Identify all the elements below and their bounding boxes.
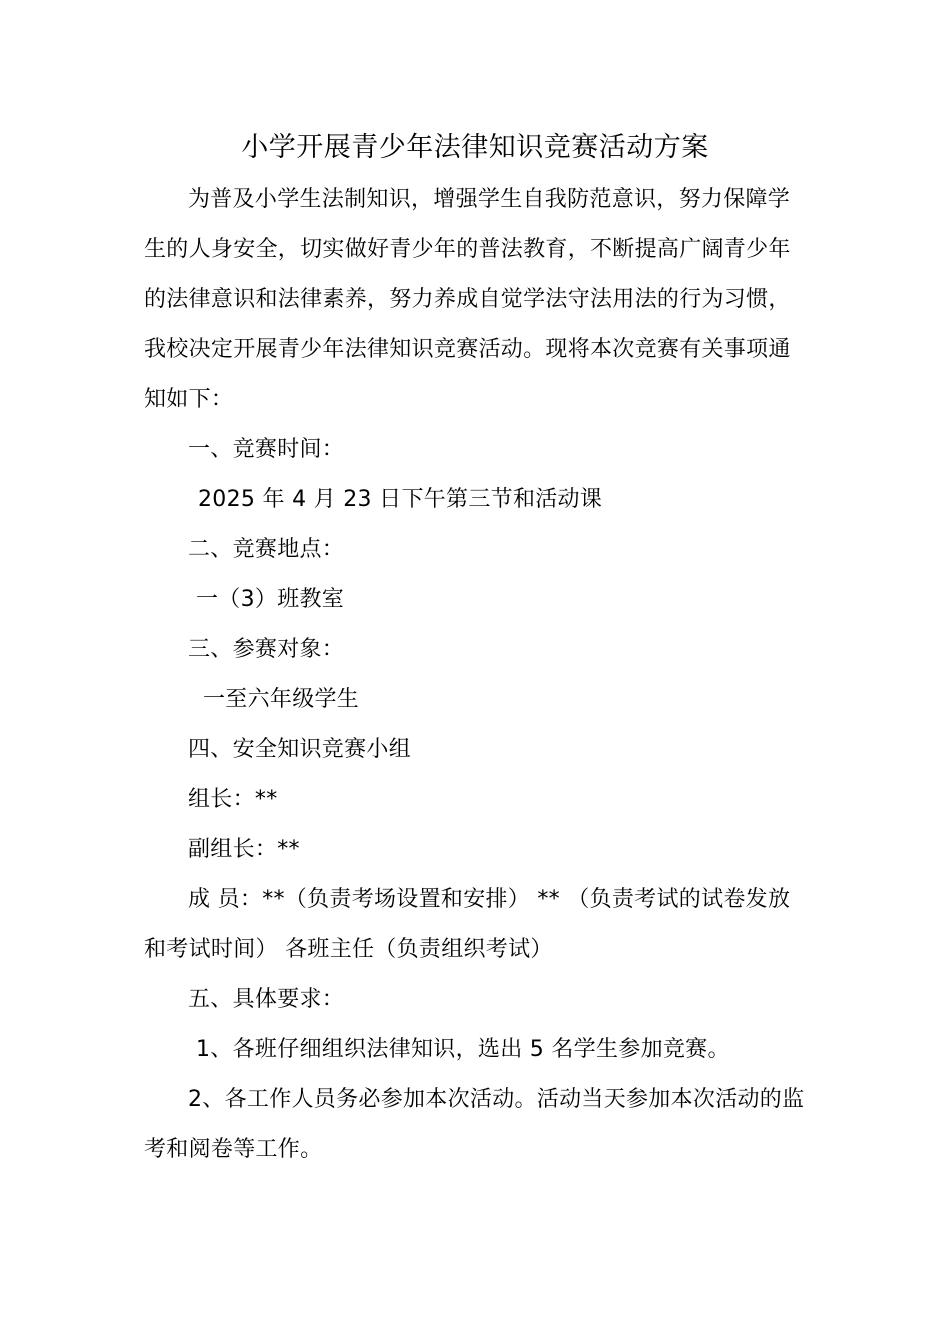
section-1-content: 2025 年 4 月 23 日下午第三节和活动课	[198, 487, 603, 512]
section-3-content: 一至六年级学生	[203, 687, 360, 712]
requirement-1: 1、各班仔细组织法律知识，选出 5 名学生参加竞赛。	[196, 1037, 730, 1062]
document-title: 小学开展青少年法律知识竞赛活动方案	[241, 132, 709, 163]
members-line-1: 成 员：**（负责考场设置和安排） ** （负责考试的试卷发放	[188, 887, 791, 912]
section-1-heading: 一、竞赛时间：	[188, 437, 345, 462]
section-4-heading: 四、安全知识竞赛小组	[188, 737, 412, 762]
intro-line-3: 的法律意识和法律素养，努力养成自觉学法守法用法的行为习惯，	[144, 287, 791, 312]
intro-line-4: 我校决定开展青少年法律知识竞赛活动。现将本次竞赛有关事项通	[144, 337, 791, 362]
deputy-leader-line: 副组长：**	[188, 837, 300, 862]
section-2-heading: 二、竞赛地点：	[188, 537, 345, 562]
intro-line-1: 为普及小学生法制知识，增强学生自我防范意识，努力保障学	[188, 187, 791, 212]
intro-line-2: 生的人身安全，切实做好青少年的普法教育，不断提高广阔青少年	[144, 237, 791, 262]
section-5-heading: 五、具体要求：	[188, 987, 345, 1012]
requirement-2-line-1: 2、各工作人员务必参加本次活动。活动当天参加本次活动的监	[188, 1087, 805, 1112]
section-2-content: 一（3）班教室	[196, 587, 345, 612]
requirement-2-line-2: 考和阅卷等工作。	[144, 1137, 323, 1162]
intro-line-5: 知如下：	[144, 387, 234, 412]
section-3-heading: 三、参赛对象：	[188, 637, 345, 662]
group-leader-line: 组长：**	[188, 787, 278, 812]
members-line-2: 和考试时间） 各班主任（负责组织考试）	[144, 937, 553, 962]
